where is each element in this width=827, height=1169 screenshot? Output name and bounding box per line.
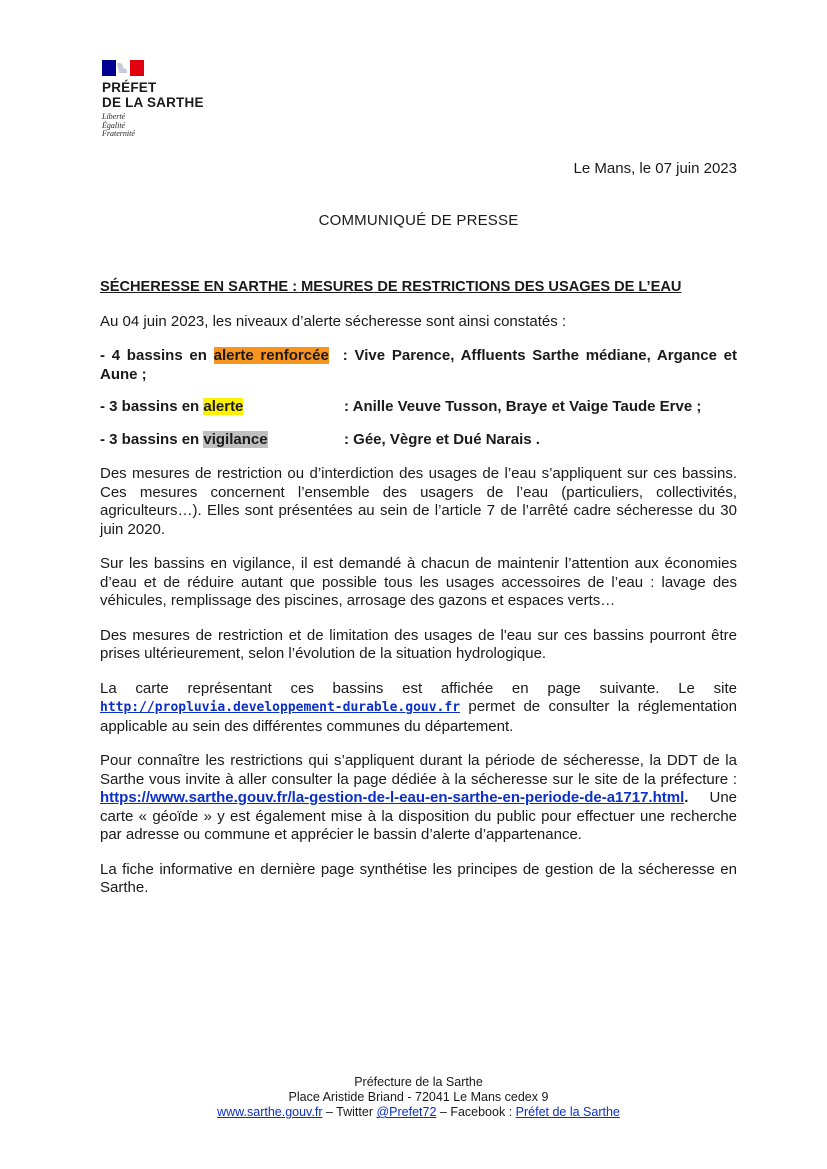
propluvia-link[interactable]: http://propluvia.developpement-durable.gouv.fr	[100, 700, 461, 715]
basin-prefix: - 3 bassins en	[100, 398, 204, 415]
footer-address: Place Aristide Briand - 72041 Le Mans cedex 9	[288, 1090, 549, 1104]
link-period: .	[684, 789, 689, 806]
footer-contacts	[0, 1105, 827, 1120]
footer-facebook-label: – Facebook :	[436, 1105, 516, 1119]
alert-level-badge: vigilance	[203, 430, 268, 448]
motto-fraternite: Fraternité	[102, 129, 135, 138]
basin-line-alerte-renforcee	[100, 347, 737, 384]
paragraph-restrictions: Des mesures de restriction ou d’interdiction des usages de l’eau s’appliquent sur ces bassins. Ces mesures concernent l’ensemble des usagers de l’eau (particuliers, collectivités, agriculteurs…). Elles sont présentées au sein de l’article 7 de l’arrêté cadre sécheresse du 30 juin 2020.	[100, 465, 737, 538]
prefecture-drought-link[interactable]: https://www.sarthe.gouv.fr/la-gestion-de-l-eau-en-sarthe-en-periode-de-a1717.html	[100, 789, 685, 806]
marianne-flag-icon	[102, 60, 144, 76]
basin-line-vigilance	[100, 431, 737, 450]
basin-label	[100, 431, 344, 450]
alert-level-badge: alerte	[203, 398, 244, 415]
paragraph-site-text-end: Une carte « géoïde » y est également mise à la disposition du public pour effectuer une recherche par adresse ou commune et apprécier le bassin d’alerte d’appartenance.	[100, 789, 737, 843]
institution-line-1: PRÉFET	[102, 80, 157, 95]
paragraph-site-text: Pour connaître les restrictions qui s’appliquent durant la période de sécheresse, la DDT de la Sarthe vous invite à aller consulter la page dédiée à la sécheresse sur le site de la préfecture :	[100, 752, 737, 788]
paragraph-prefecture-site	[100, 752, 737, 845]
intro-paragraph: Au 04 juin 2023, les niveaux d’alerte sécheresse sont ainsi constatés :	[100, 312, 567, 330]
footer-institution: Préfecture de la Sarthe	[354, 1075, 483, 1089]
paragraph-map-text: La carte représentant ces bassins est affichée en page suivante. Le site	[100, 679, 737, 697]
press-release-body	[100, 278, 737, 914]
basin-zones: : Vive Parence, Affluents Sarthe médiane, Argance et Aune ;	[100, 347, 738, 383]
republic-motto	[102, 113, 252, 139]
basin-prefix: - 4 bassins en	[100, 347, 214, 364]
paragraph-map-text-end: permet de consulter la réglementation applicable au sein des différentes communes du département.	[100, 698, 737, 735]
footer-twitter-link[interactable]: @Prefet72	[376, 1105, 437, 1119]
press-release-heading: SÉCHERESSE EN SARTHE : MESURES DE RESTRICTIONS DES USAGES DE L’EAU	[100, 279, 682, 295]
alert-level-badge: alerte renforcée	[213, 347, 329, 364]
basin-label	[100, 398, 344, 417]
paragraph-future-measures: Des mesures de restriction et de limitation des usages de l'eau sur ces bassins pourront être prises ultérieurement, selon l’évolution de la situation hydrologique.	[100, 626, 737, 662]
paragraph-info-sheet: La fiche informative en dernière page synthétise les principes de gestion de la sécheresse en Sarthe.	[100, 860, 737, 896]
basin-text	[100, 347, 737, 384]
basin-prefix: - 3 bassins en	[100, 430, 204, 448]
institution-line-2: DE LA SARTHE	[102, 95, 204, 110]
paragraph-vigilance: Sur les bassins en vigilance, il est demandé à chacun de maintenir l’attention aux économies d’eau et de réduire autant que possible tous les usages accessoires de l’eau : lavage des véhicules, remplissage des piscines, arrosage des gazons et espaces verts…	[100, 555, 737, 609]
basin-line-alerte	[100, 398, 737, 417]
dateline: Le Mans, le 07 juin 2023	[573, 160, 737, 177]
footer-twitter-label: – Twitter	[322, 1105, 377, 1119]
motto-egalite: Égalité	[102, 120, 126, 130]
paragraph-map	[100, 680, 737, 737]
page-footer	[0, 1075, 827, 1120]
footer-website-link[interactable]: www.sarthe.gouv.fr	[217, 1105, 323, 1119]
footer-facebook-link[interactable]: Préfet de la Sarthe	[515, 1105, 620, 1119]
prefecture-logo	[102, 60, 252, 139]
document-type: COMMUNIQUÉ DE PRESSE	[318, 212, 519, 229]
basin-zones: : Anille Veuve Tusson, Braye et Vaige Taude Erve ;	[344, 398, 702, 415]
basin-zones: : Gée, Vègre et Dué Narais .	[344, 430, 540, 448]
institution-name	[102, 80, 252, 110]
motto-liberte: Liberté	[102, 112, 126, 121]
